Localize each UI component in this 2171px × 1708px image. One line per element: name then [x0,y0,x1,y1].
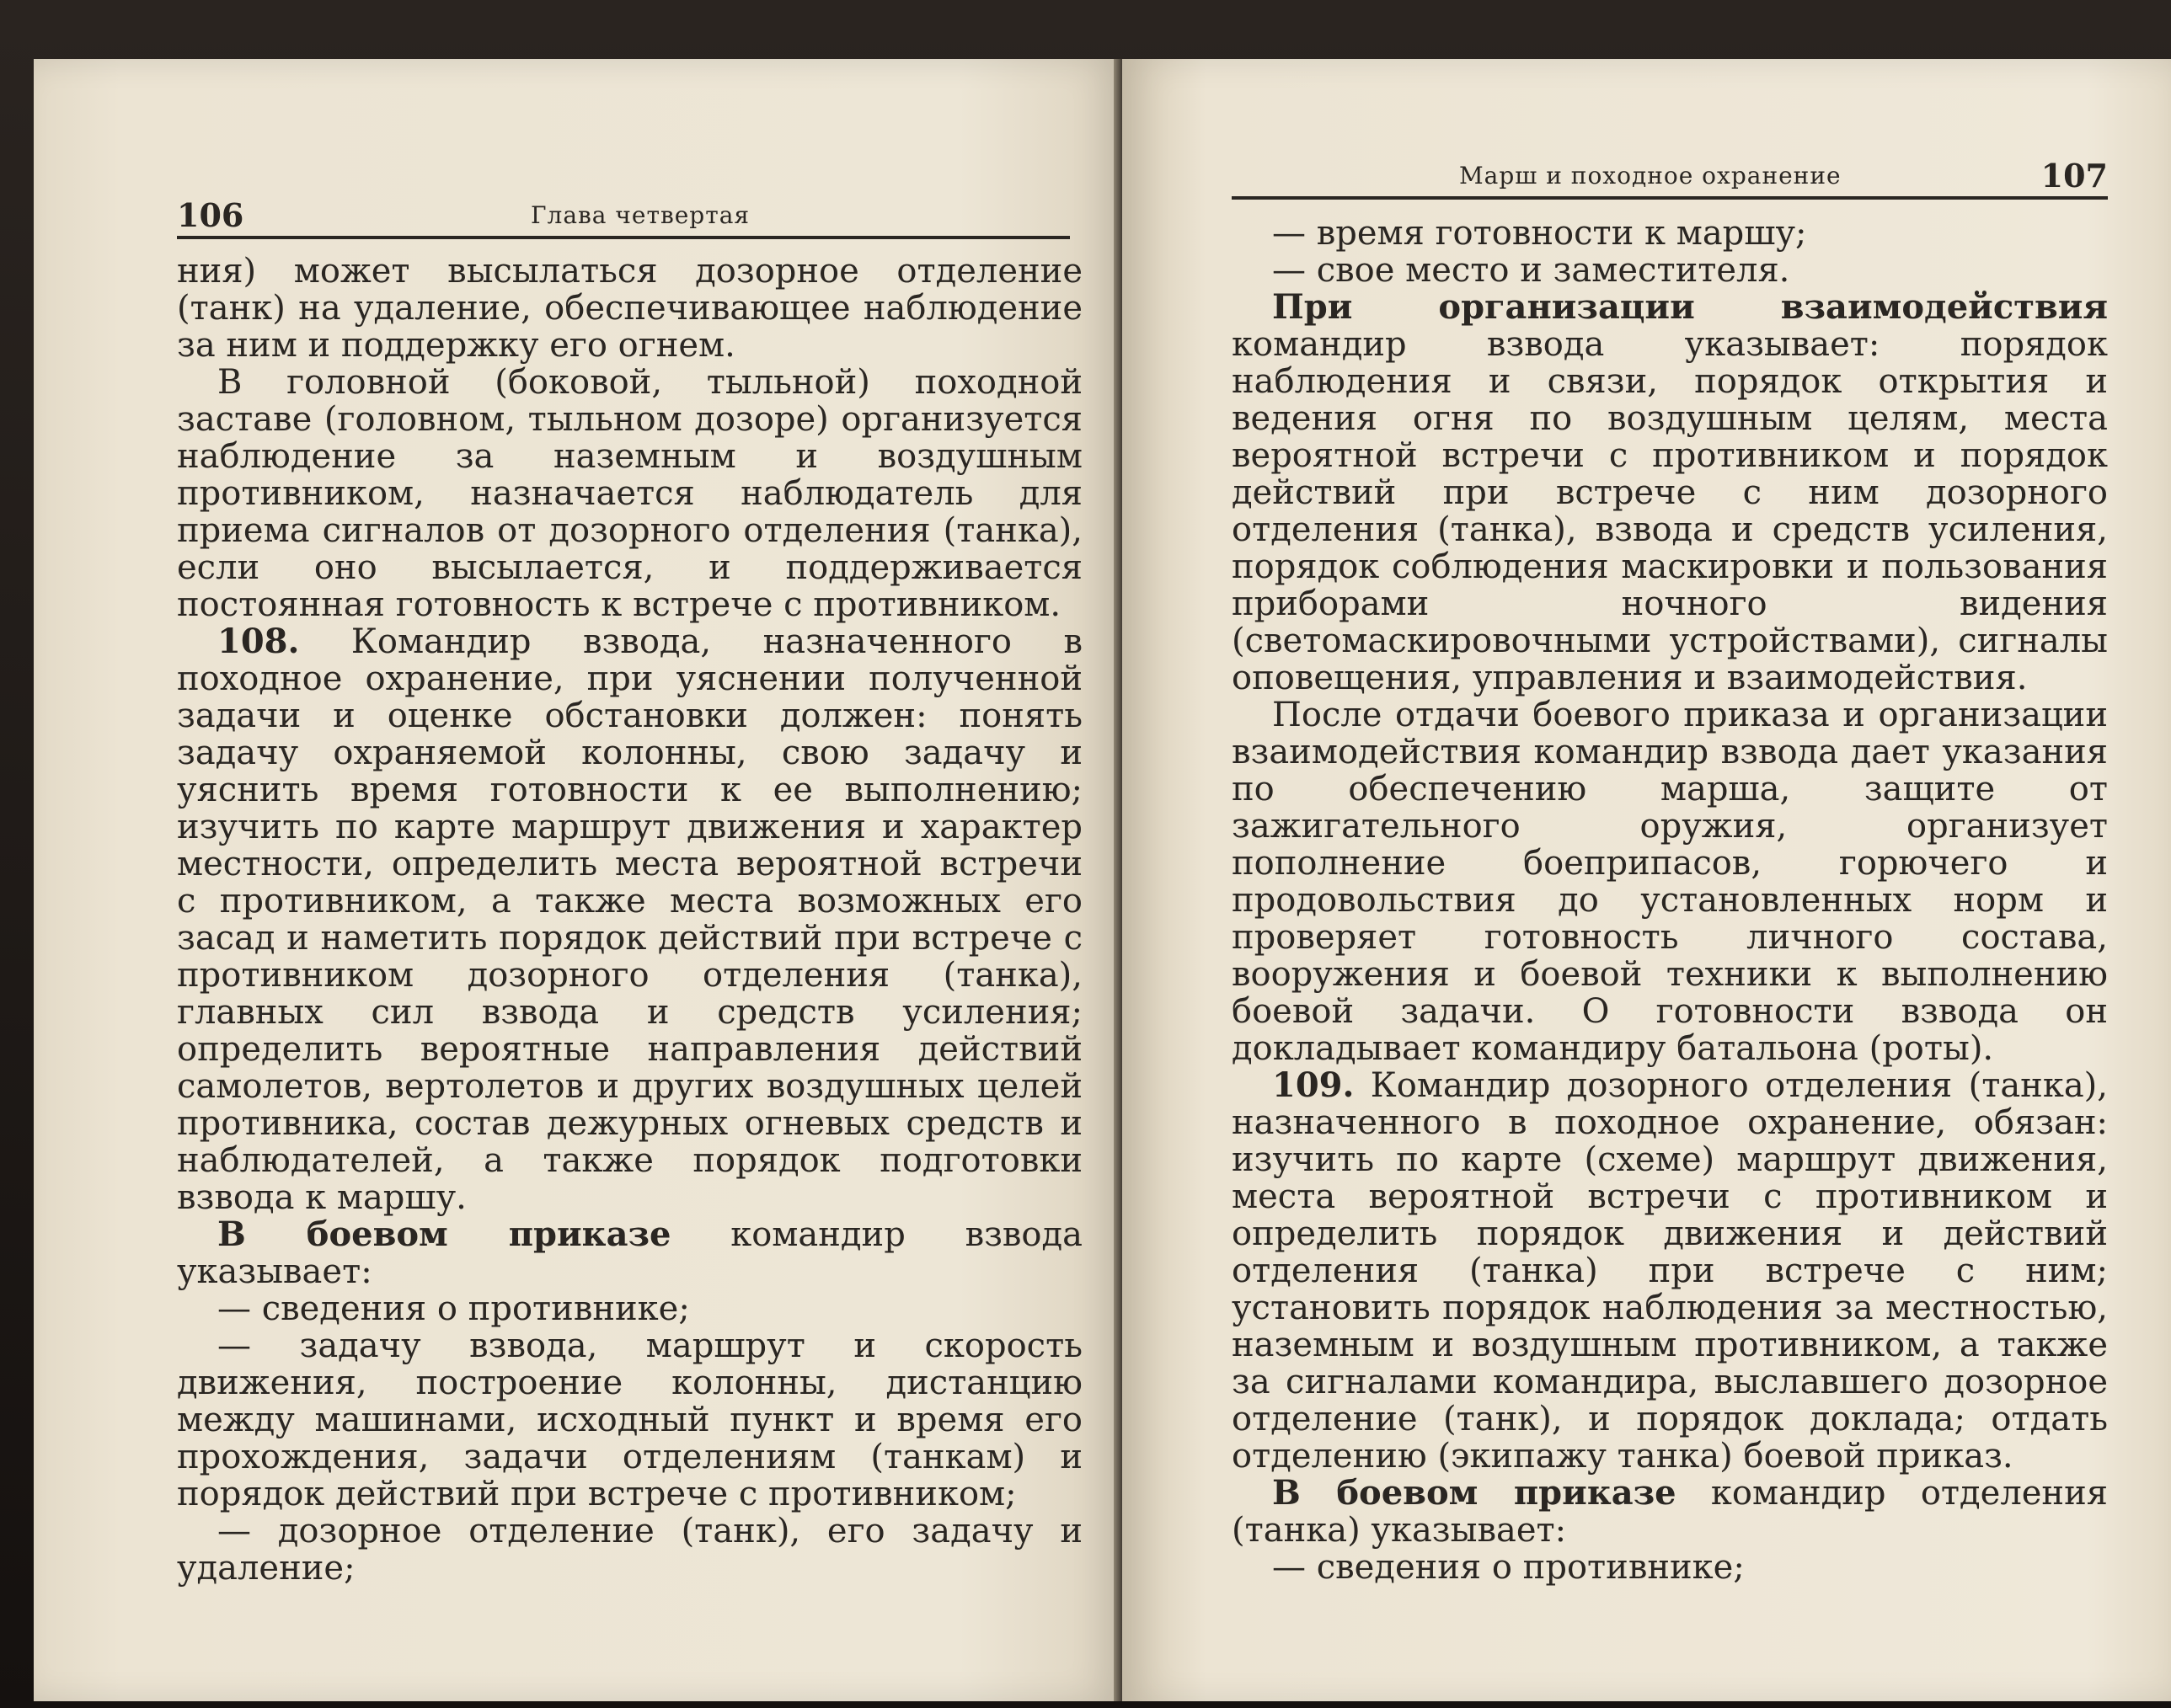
paragraph [177,1513,1083,1587]
paragraph-text: Командир взвода, назначенного в походное охранение, при уяснении полученной задачи и оценке обстановки должен: понять задачу охраняемой колонны, свою задачу и уяснить время готовности к ее выполнению; изучить по карте маршрут движения и характер местности, определить места вероятной встречи с противником, а также места возможных его засад и наметить порядок действий при встрече с противником дозорного отделения (танка), главных сил взвода и средств усиления; определить вероятные направления действий самолетов, вертолетов и других воздушных целей противника, состав дежурных огневых средств и наблюдателей, а также порядок подготовки взвода к маршу. [177,622,1083,1217]
paragraph-text: ния) может высылаться дозорное отделение (танк) на удаление, обеспечивающее наблюдение за ним и поддержку его огнем. [177,252,1083,365]
paragraph [177,253,1083,364]
left-page-number: 106 [177,196,244,234]
paragraph-text: — свое место и заместителя. [1272,251,1790,290]
right-page-body [1232,215,2108,1586]
left-page-body [177,253,1083,1587]
right-page-number: 107 [2040,157,2108,195]
paragraph-text: — задачу взвода, маршрут и скорость движения, построение колонны, дистанцию между машинами, исходный пункт и время его прохождения, задачи отделениям (танкам) и порядок действий при встрече с противником; [177,1326,1083,1513]
paragraph-text: — сведения о противнике; [217,1289,690,1328]
paragraph [1232,1067,2108,1475]
paragraph-lead: В боевом приказе [217,1214,671,1254]
paragraph-text: командир взвода указывает: порядок наблюдения и связи, порядок открытия и ведения огня по воздушным целям, места вероятной встречи с противником и порядок действий при встрече с ним дозорного отделения (танка), взвода и средств усиления, порядок соблюдения маскировки и пользования приборами ночного видения (светомаскировочными устройствами), сигналы оповещения, управления и взаимодействия. [1232,325,2108,697]
paragraph-text: — дозорное отделение (танк), его задачу и удаление; [177,1512,1083,1588]
paragraph [1232,1475,2108,1549]
paragraph-text: — сведения о противнике; [1272,1548,1745,1587]
paragraph [177,364,1083,623]
paragraph-number: 109. [1272,1065,1355,1105]
paragraph-number: 108. [217,622,300,661]
paragraph [177,1290,1083,1327]
right-page [1122,59,2171,1701]
paragraph-text: командир отделения (танка) указывает: [1232,1474,2108,1550]
paragraph [1232,289,2108,697]
right-running-title: Марш и походное охранение [1459,162,1842,189]
paragraph [1232,252,2108,289]
left-running-head [177,185,1070,239]
paragraph-lead: При организации взаимодействия [1272,287,2108,327]
paragraph [177,1327,1083,1513]
paragraph-text: Командир дозорного отделения (танка), назначенного в походное охранение, обязан: изучить по карте (схеме) маршрут движения, места вероятной встречи с противником и определить порядок движения и действий отделения (танка) при встрече с ним; установить порядок наблюдения за местностью, наземным и воздушным противником, а также за сигналами командира, выславшего дозорное отделение (танк), и порядок доклада; отдать отделению (экипажу танка) боевой приказ. [1232,1066,2108,1476]
paragraph [1232,1549,2108,1586]
left-running-title: Глава четвертая [531,201,751,229]
right-running-head [1232,147,2108,200]
paragraph [177,623,1083,1216]
paragraph-text: — время готовности к маршу; [1272,214,1807,253]
paragraph [1232,697,2108,1067]
paragraph-text: В головной (боковой, тыльной) походной заставе (головном, тыльном дозоре) организуется наблюдение за наземным и воздушным противником, назначается наблюдатель для приема сигналов от дозорного отделения (танка), если оно высылается, и поддерживается постоянная готовность к встрече с противником. [177,363,1083,624]
paragraph-lead: В боевом приказе [1272,1473,1676,1513]
paragraph-text: командир взвода указывает: [177,1215,1083,1291]
paragraph [177,1216,1083,1290]
paragraph-text: После отдачи боевого приказа и организации взаимодействия командир взвода дает указания по обеспечению марша, защите от зажигательного оружия, организует пополнение боеприпасов, горючего и продовольствия до установленных норм и проверяет готовность личного состава, вооружения и боевой техники к выполнению боевой задачи. О готовности взвода он докладывает командиру батальона (роты). [1232,696,2108,1068]
left-page [34,59,1120,1701]
paragraph [1232,215,2108,252]
